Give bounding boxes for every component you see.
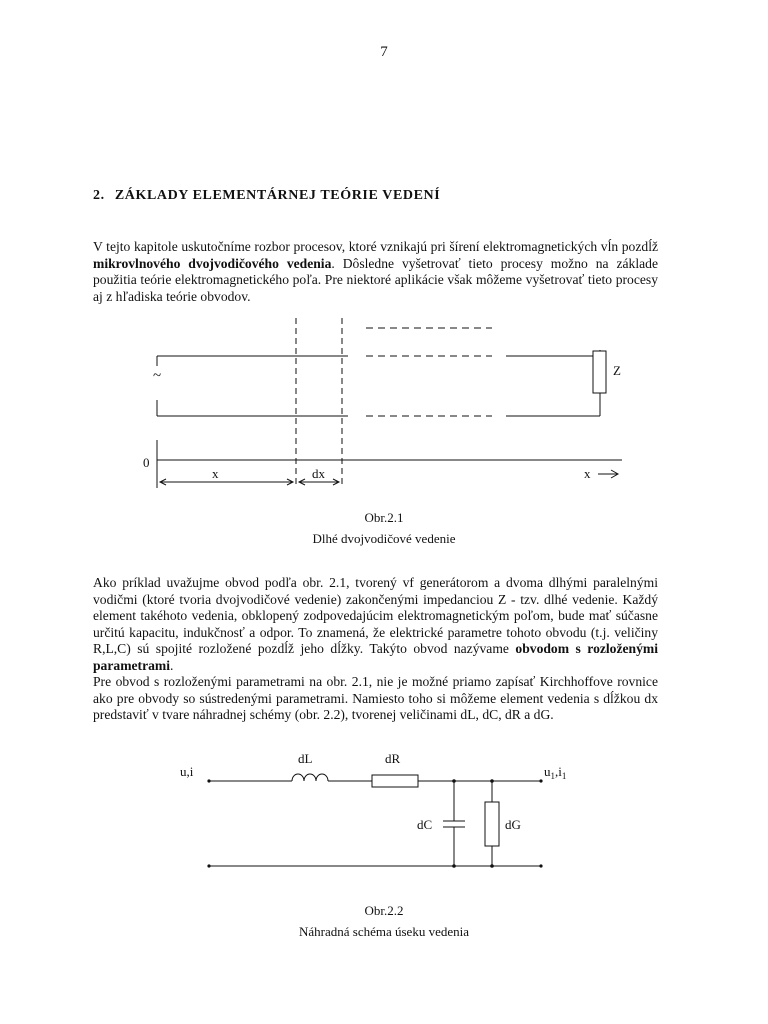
dx-dimension-label: dx: [312, 466, 325, 481]
junction-conductance-top: [490, 779, 494, 783]
main-text-2: .: [170, 657, 174, 673]
junction-capacitor-top: [452, 779, 456, 783]
resistor-dR-symbol: [372, 775, 418, 787]
junction-capacitor-bottom: [452, 864, 456, 868]
figure-2-2-caption: Náhradná schéma úseku vedenia: [298, 924, 469, 939]
intro-bold-term: mikrovlnového dvojvodičového vedenia: [93, 255, 332, 271]
output-label: $u_1,i_1$: [544, 764, 567, 781]
load-label: Z: [613, 363, 621, 378]
output-terminal-bottom: [539, 864, 542, 867]
x-dimension-label: x: [212, 466, 219, 481]
input-terminal-top: [207, 779, 210, 782]
output-terminal-top: [539, 779, 542, 782]
intro-text-1: V tejto kapitole uskutočníme rozbor procesov, ktoré vznikajú pri šírení elektromagnetických vĺn pozdĺž: [93, 239, 658, 254]
page-number: 7: [380, 44, 388, 60]
origin-label: 0: [143, 455, 150, 470]
inductor-label: dL: [298, 751, 313, 766]
conductance-dG-symbol: [485, 802, 499, 846]
section-number: 2.: [93, 188, 105, 203]
conductance-label: dG: [505, 817, 521, 832]
junction-conductance-bottom: [490, 864, 494, 868]
input-terminal-bottom: [207, 864, 210, 867]
figure-2-1-caption: Dlhé dvojvodičové vedenie: [312, 531, 456, 546]
x-axis-label: x: [584, 466, 591, 481]
source-symbol: ~: [153, 368, 162, 384]
capacitor-label: dC: [417, 817, 433, 832]
main-bold-term: obvodom s rozloženými parametrami: [93, 641, 659, 673]
inductor-dL-symbol: [292, 774, 328, 781]
figure-2-2-number: Obr.2.2: [364, 903, 404, 918]
intro-text-2: . Dôsledne vyšetrovať tieto procesy možno na základe použitia teórie elektromagnetického poľa. Pre niektoré aplikácie však môžeme vyšetrovať tieto procesy aj z hľadiska teórie obvodov.: [93, 255, 658, 304]
input-label: u,i: [180, 764, 194, 779]
section-title: ZÁKLADY ELEMENTÁRNEJ TEÓRIE VEDENÍ: [114, 188, 441, 203]
resistor-label: dR: [385, 751, 401, 766]
figure-2-1-number: Obr.2.1: [364, 510, 404, 525]
main-text-3: Pre obvod s rozloženými parametrami na obr. 2.1, nie je možné priamo zapísať Kirchhoffove rovnice ako pre obvody so sústredenými parametrami. Namiesto toho si môžeme element vedenia s dĺžkou dx predstaviť v tvare náhradnej schémy (obr. 2.2), tvorenej veličinami dL, dC, dR a dG.: [93, 674, 658, 722]
main-text-1: Ako príklad uvažujme obvod podľa obr. 2.1, tvorený vf generátorom a dvoma dlhými paralelnými vodičmi (ktoré tvoria dvojvodičové vedenie) zakončenými impedanciou Z - tzv. dlhé vedenie. Každý element takéhoto vedenia, obklopený zodpovedajúcim elektromagnetickým poľom, bude mať súčasne určitú kapacitu, indukčnosť a odpor. To znamená, že elektrické parametre tohoto obvodu (t.j. veličiny R,L,C) sú spojité rozložené pozdĺž jeho dĺžky. Takýto obvod nazývame: [93, 575, 658, 656]
